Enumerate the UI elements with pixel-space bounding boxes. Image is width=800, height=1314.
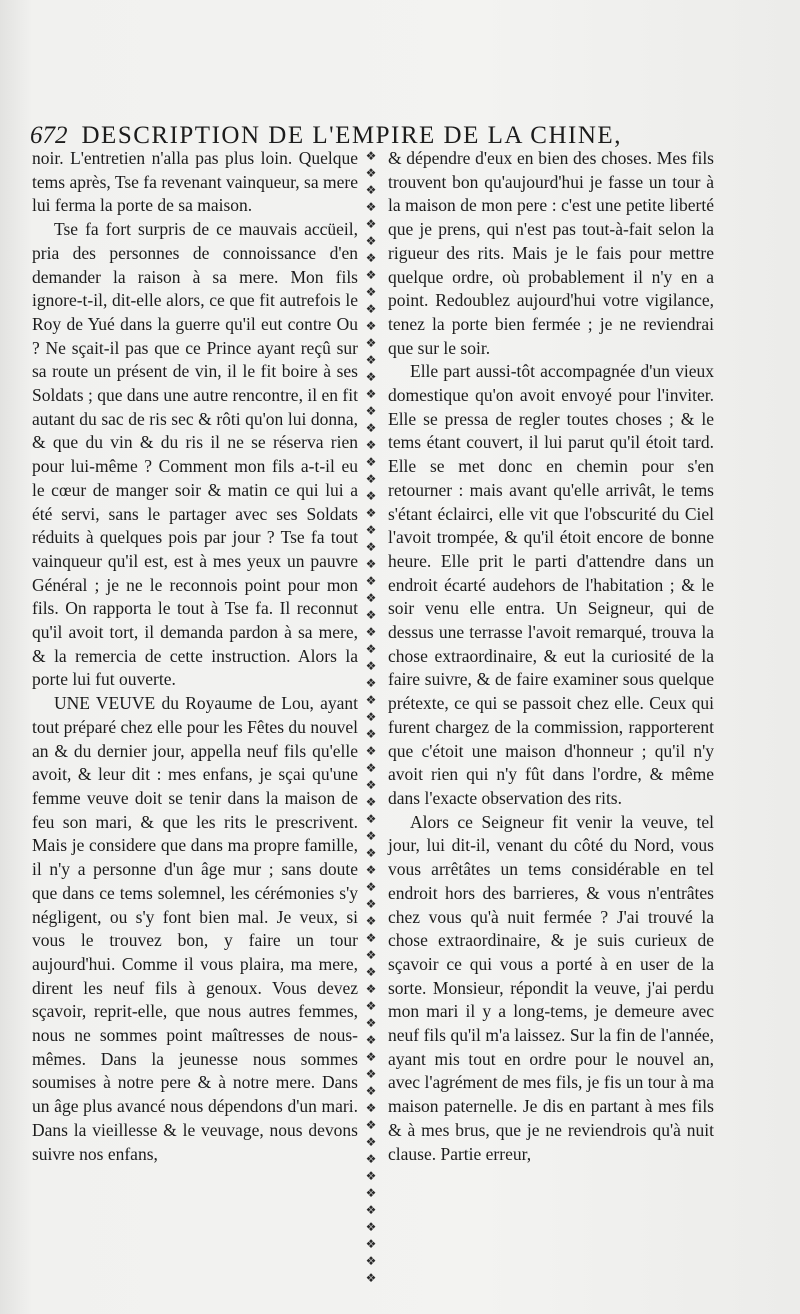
ornament-mark: ❖ [365, 778, 377, 792]
ornament-mark: ❖ [365, 353, 377, 367]
ornament-mark: ❖ [365, 489, 377, 503]
ornament-mark: ❖ [365, 1220, 377, 1234]
ornament-mark: ❖ [365, 200, 377, 214]
ornament-mark: ❖ [365, 336, 377, 350]
ornament-mark: ❖ [365, 999, 377, 1013]
ornament-mark: ❖ [365, 931, 377, 945]
ornament-mark: ❖ [365, 914, 377, 928]
ornament-mark: ❖ [365, 319, 377, 333]
ornament-mark: ❖ [365, 982, 377, 996]
ornament-mark: ❖ [365, 744, 377, 758]
ornament-mark: ❖ [365, 574, 377, 588]
ornament-mark: ❖ [365, 404, 377, 418]
ornament-mark: ❖ [365, 897, 377, 911]
ornament-mark: ❖ [365, 234, 377, 248]
ornament-mark: ❖ [365, 1237, 377, 1251]
ornament-mark: ❖ [365, 421, 377, 435]
ornament-mark: ❖ [365, 676, 377, 690]
left-column [32, 147, 358, 1166]
ornament-mark: ❖ [365, 217, 377, 231]
ornament-mark: ❖ [365, 370, 377, 384]
paragraph: Tse fa fort surpris de ce mauvais accüeil, pria des personnes de connoissance d'en demander la raison à sa mere. Mon fils ignore-t-il, dit-elle alors, ce que fit autrefois le Roy de Yué dans la guerre qu'il eut contre Ou ? Ne sçait-il pas que ce Prince ayant reçû sur sa route un présent de vin, il le fit boire à ses Soldats ; que dans une autre rencontre, il en fit autant du sac de ris sec & rôti qu'on lui donna, & que du vin & du ris il ne se réserva rien pour lui-même ? Comment mon fils a-t-il eu le cœur de manger soir & matin ce qui lui a été servi, sans le partager avec ses Soldats réduits à quelques pois par jour ? Tse fa tout vainqueur qu'il est, est à mes yeux un pauvre Général ; je ne le reconnois point pour mon fils. On rapporta le tout à Tse fa. Il reconnut qu'il avoit tort, il demanda pardon à sa mere, & la remercia de cette instruction. Alors la porte lui fut ouverte. [32, 219, 358, 690]
ornament-mark: ❖ [365, 1203, 377, 1217]
ornament-mark: ❖ [365, 812, 377, 826]
ornament-mark: ❖ [365, 727, 377, 741]
ornament-mark: ❖ [365, 1186, 377, 1200]
ornament-mark: ❖ [365, 1101, 377, 1115]
ornament-mark: ❖ [365, 693, 377, 707]
ornament-mark: ❖ [365, 863, 377, 877]
ornament-mark: ❖ [365, 880, 377, 894]
ornament-mark: ❖ [365, 1271, 377, 1285]
ornament-mark: ❖ [365, 761, 377, 775]
ornament-mark: ❖ [365, 591, 377, 605]
ornament-mark: ❖ [365, 540, 377, 554]
ornament-mark: ❖ [365, 557, 377, 571]
right-column [388, 147, 714, 1166]
ornament-mark: ❖ [365, 659, 377, 673]
ornament-mark: ❖ [365, 642, 377, 656]
ornament-mark: ❖ [365, 472, 377, 486]
ornament-mark: ❖ [365, 608, 377, 622]
ornament-mark: ❖ [365, 965, 377, 979]
ornament-mark: ❖ [365, 1254, 377, 1268]
ornament-mark: ❖ [365, 1169, 377, 1183]
ornament-mark: ❖ [365, 795, 377, 809]
ornament-mark: ❖ [365, 829, 377, 843]
paragraph: UNE VEUVE du Royaume de Lou, ayant tout préparé chez elle pour les Fêtes du nouvel an & du dernier jour, appella neuf fils qu'elle avoit, & leur dit : mes enfans, je sçai qu'une femme veuve doit se tenir dans la maison de feu son mari, & que les rits le prescrivent. Mais je considere que dans ma propre famille, il n'y a personne d'un âge mur ; sans doute que dans ce tems solemnel, les cérémonies s'y négligent, ou s'y font bien mal. Je veux, si vous le trouvez bon, y faire un tour aujourd'hui. Comme il vous plaira, ma mere, dirent les neuf fils à genoux. Vous devez sçavoir, reprit-elle, que nous autres femmes, nous ne sommes point maîtresses de nous-mêmes. Dans la jeunesse nous sommes soumises à notre pere & à notre mere. Dans un âge plus avancé nous dépendons d'un mari. Dans la vieillesse & le veuvage, nous devons suivre nos enfans, [32, 693, 358, 1164]
ornament-mark: ❖ [365, 438, 377, 452]
ornament-mark: ❖ [365, 1033, 377, 1047]
ornament-mark: ❖ [365, 1016, 377, 1030]
ornament-mark: ❖ [365, 455, 377, 469]
paragraph: Elle part aussi-tôt accompagnée d'un vieux domestique qu'on avoit envoyé pour l'inviter. Elle se pressa de regler toutes choses ; & le tems étant couvert, il lui parut qu'il étoit tard. Elle se met donc en chemin pour s'en retourner : mais avant qu'elle arrivât, le tems s'étant éclairci, elle vit que l'obscurité du Ciel l'avoit trompée, & qu'il étoit encore de bonne heure. Elle prit le parti d'attendre dans un endroit écarté audehors de l'habitation ; & le soir venu elle entra. Un Seigneur, qui de dessus une terrasse l'avoit remarqué, trouva la chose extraordinaire, & eut la curiosité de la faire suivre, & de faire examiner sous quelque prétexte, ce qui se passoit chez elle. Ceux qui furent chargez de la commission, rapporterent que c'étoit une maison d'honneur ; qu'il n'y avoit rien qui n'y fût dans l'ordre, & même dans l'exacte observation des rits. [388, 361, 714, 808]
ornament-mark: ❖ [365, 302, 377, 316]
ornament-mark: ❖ [365, 285, 377, 299]
ornament-mark: ❖ [365, 1118, 377, 1132]
column-ornament-divider [360, 148, 382, 1298]
ornament-mark: ❖ [365, 948, 377, 962]
ornament-mark: ❖ [365, 1084, 377, 1098]
ornament-mark: ❖ [365, 387, 377, 401]
ornament-mark: ❖ [365, 1135, 377, 1149]
ornament-mark: ❖ [365, 1152, 377, 1166]
ornament-mark: ❖ [365, 710, 377, 724]
ornament-mark: ❖ [365, 506, 377, 520]
page-number: 672 [30, 122, 68, 149]
paragraph: noir. L'entretien n'alla pas plus loin. Quelque tems après, Tse fa revenant vainqueur, sa mere lui ferma la porte de sa maison. [32, 148, 358, 216]
ornament-mark: ❖ [365, 149, 377, 163]
paragraph: & dépendre d'eux en bien des choses. Mes fils trouvent bon qu'aujourd'hui je fasse un tour à la maison de mon pere : c'est une petite liberté que je prens, qui n'est pas tout-à-fait selon la rigueur des rits. Mais je le fais pour mettre quelque ordre, où probablement il n'y en a point. Redoublez aujourd'hui votre vigilance, tenez la porte bien fermée ; je ne reviendrai que sur le soir. [388, 148, 714, 358]
paragraph: Alors ce Seigneur fit venir la veuve, tel jour, lui dit-il, venant du côté du Nord, vous vous arrêtâtes un tems considérable en tel endroit hors des barrieres, & vous n'entrâtes chez vous qu'à nuit fermée ? J'ai trouvé la chose extraordinaire, & je suis curieux de sçavoir ce qui vous a porté à en user de la sorte. Monsieur, répondit la veuve, j'ai perdu mon mari il y a long-tems, je demeure avec neuf fils qu'il m'a laissez. Sur la fin de l'année, ayant mis tout en ordre pour le nouvel an, avec l'agrément de mes fils, je fis un tour à ma maison paternelle. Je dis en partant à mes fils & à mes brus, que je ne reviendrois qu'à nuit clause. Partie erreur, [388, 811, 714, 1164]
ornament-mark: ❖ [365, 166, 377, 180]
ornament-mark: ❖ [365, 1067, 377, 1081]
ornament-mark: ❖ [365, 625, 377, 639]
ornament-mark: ❖ [365, 251, 377, 265]
ornament-mark: ❖ [365, 1050, 377, 1064]
running-title: DESCRIPTION DE L'EMPIRE DE LA CHINE, [81, 122, 622, 149]
ornament-mark: ❖ [365, 268, 377, 282]
ornament-mark: ❖ [365, 846, 377, 860]
ornament-mark: ❖ [365, 523, 377, 537]
ornament-mark: ❖ [365, 183, 377, 197]
